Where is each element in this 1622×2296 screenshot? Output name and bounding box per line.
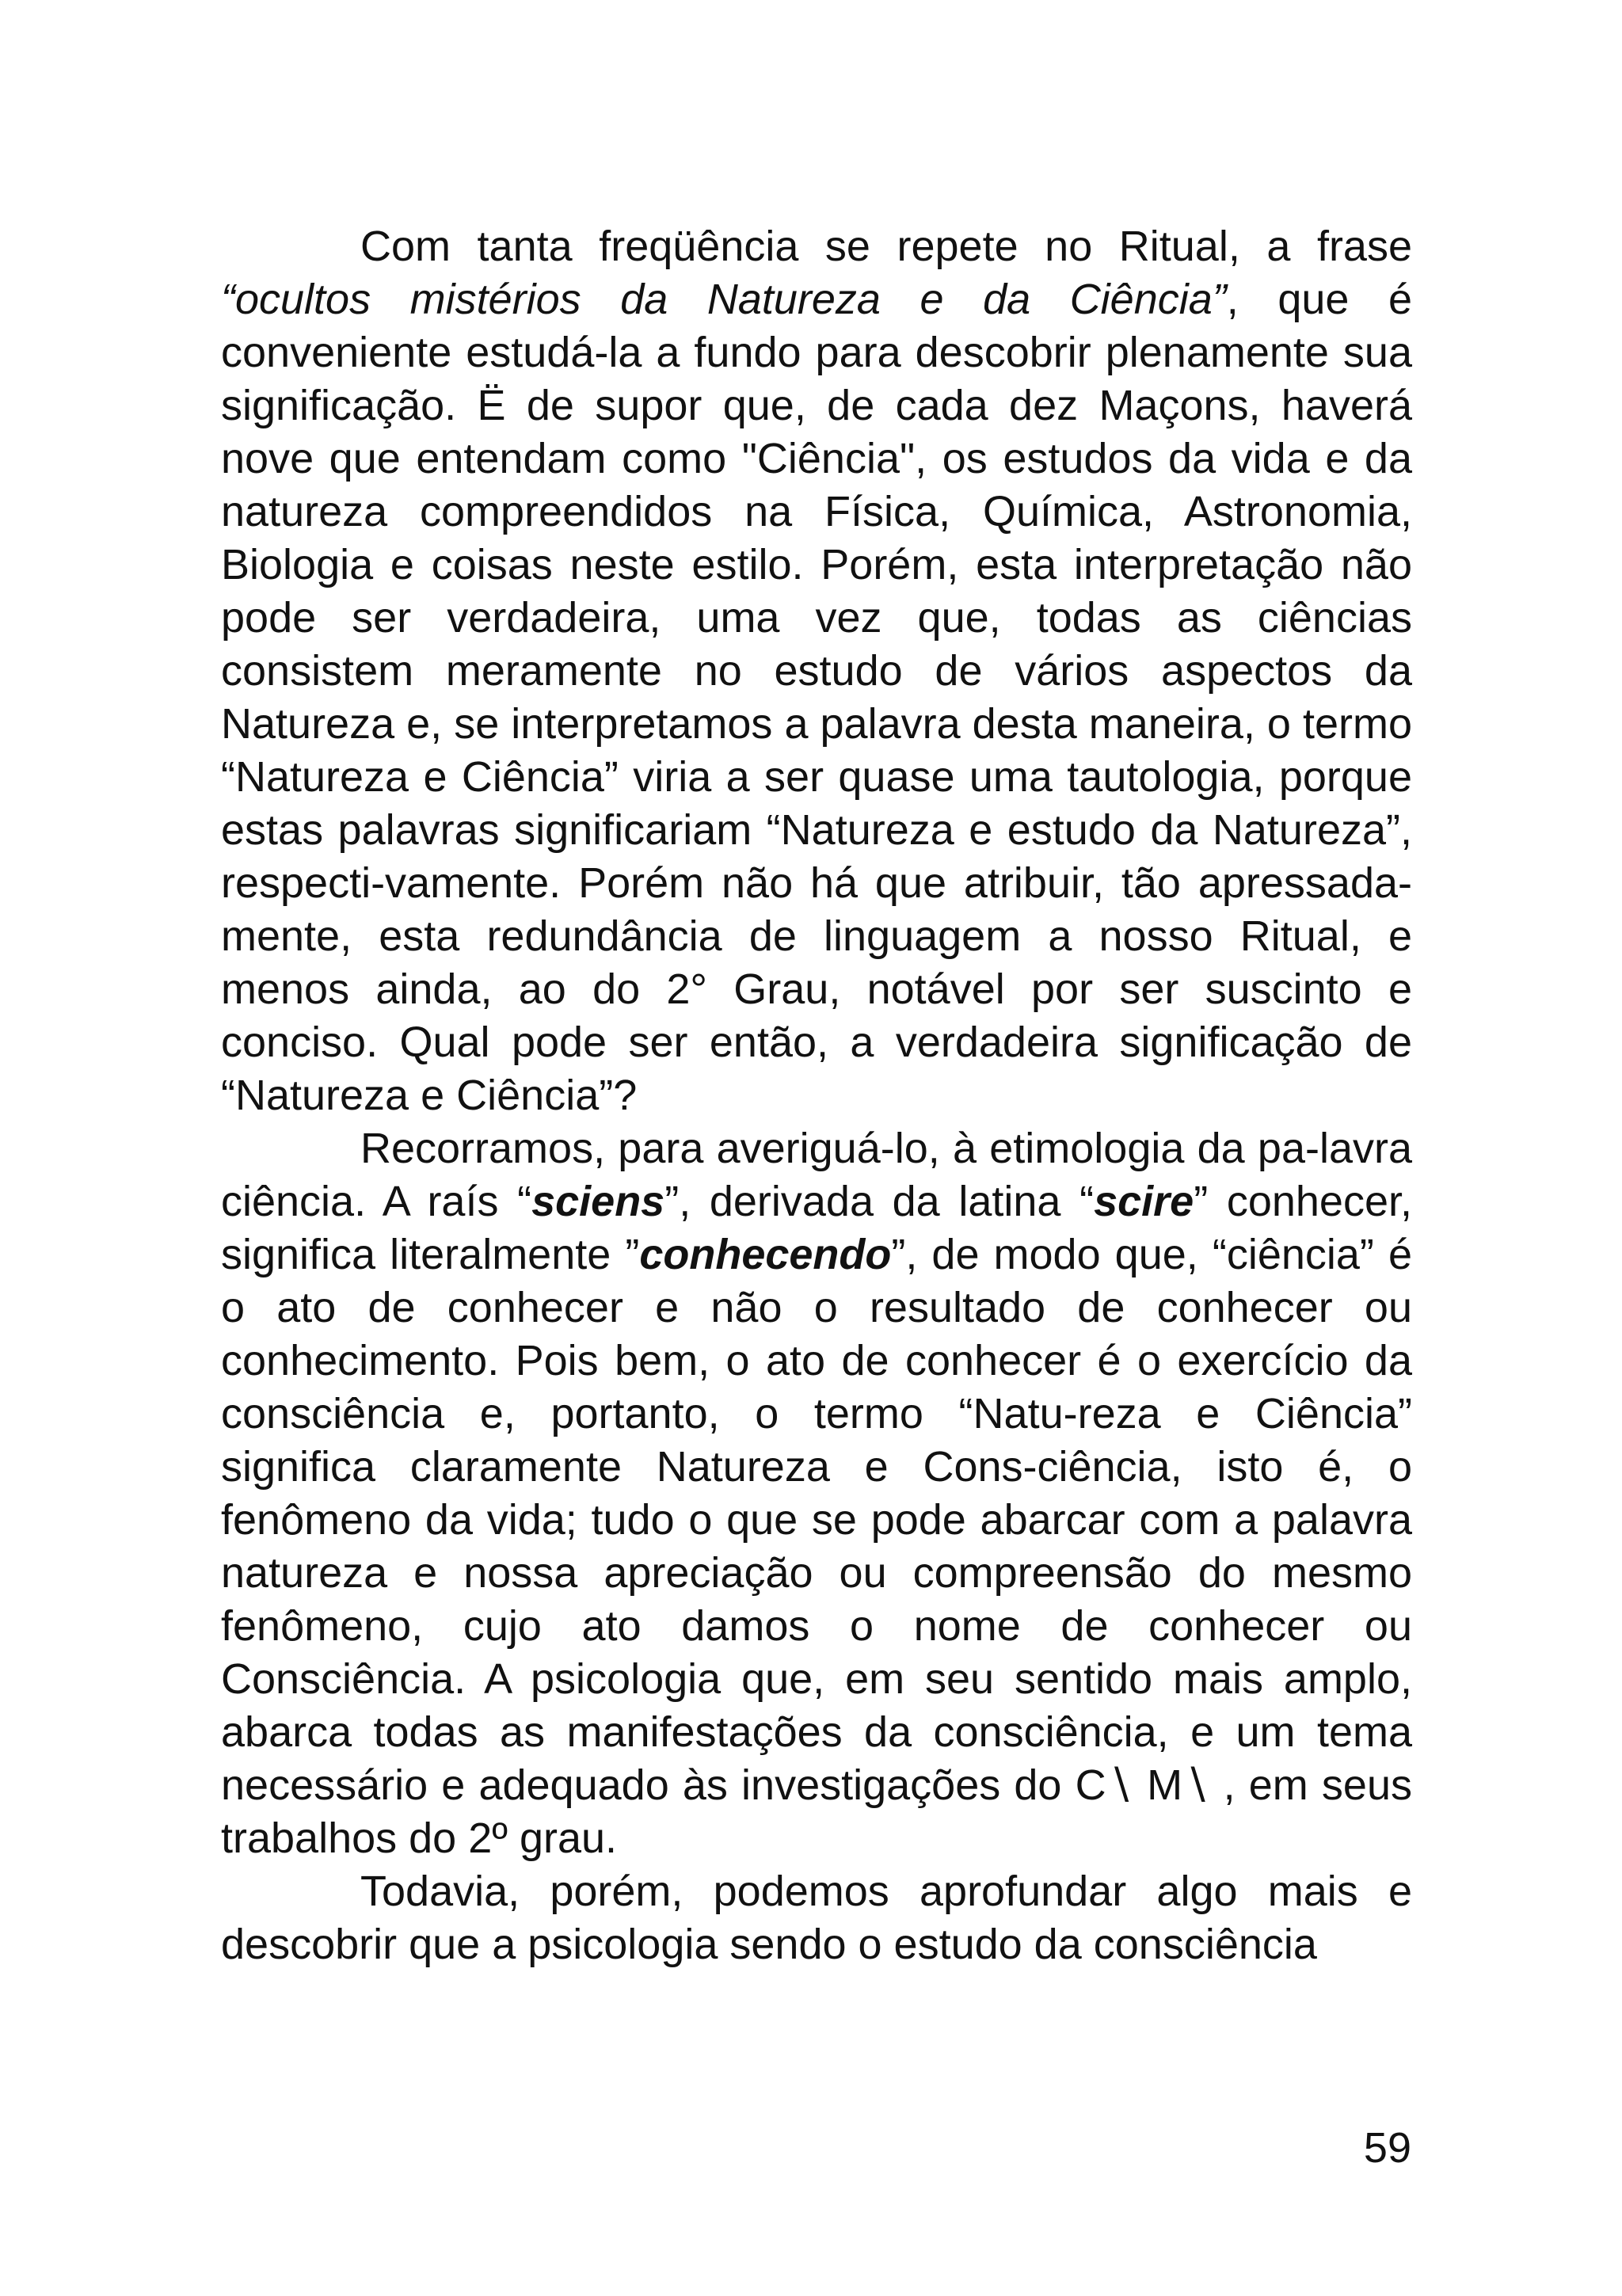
paragraph-2 xyxy=(221,1122,1412,1865)
paragraph-3-text-1: Todavia, porém, podemos aprofundar algo mais e descobrir que a psicologia sendo o estudo da consciência xyxy=(221,1868,1412,1968)
paragraph-2-text-1: Recorramos, para averiguá-lo, à etimologia da pa-lavra ciência. A raís “ xyxy=(221,1125,1412,1225)
emphasis-conhecendo: conhecendo xyxy=(639,1231,892,1278)
body-text xyxy=(221,220,1412,1971)
paragraph-2-text-3: ” conhecer, significa literalmente ” xyxy=(221,1178,1412,1278)
paragraph-3 xyxy=(221,1865,1412,1971)
paragraph-2-text-2: ”, derivada da latina “ xyxy=(664,1178,1095,1225)
paragraph-1-text-2: , que é conveniente estudá-la a fundo para descobrir plenamente sua significação. Ë de supor que, de cada dez Maçons, haverá nove que entendam como "Ciência", os estudos da vida e da natureza compreendidos na Física, Química, Astronomia, Biologia e coisas neste estilo. Porém, esta interpretação não pode ser verdadeira, uma vez que, todas as ciências consistem meramente no estudo de vários aspectos da Natureza e, se interpretamos a palavra desta maneira, o termo “Natureza e Ciência” viria a ser quase uma tautologia, porque estas palavras significariam “Natureza e estudo da Natureza”, respecti-vamente. Porém não há que atribuir, tão apressada-mente, esta redundância de linguagem a nosso Ritual, e menos ainda, ao do 2° Grau, notável por ser suscinto e conciso. Qual pode ser então, a verdadeira significação de “Natureza e Ciência”? xyxy=(221,276,1413,1119)
paragraph-2-text-4: ”, de modo que, “ciência” é o ato de conhecer e não o resultado de conhecer ou conhecimento. Pois bem, o ato de conhecer é o exercício da consciência e, portanto, o termo “Natu-reza e Ciência” significa claramente Natureza e Cons-ciência, isto é, o fenômeno da vida; tudo o que se pode abarcar com a palavra natureza e nossa apreciação ou compreensão do mesmo fenômeno, cujo ato damos o nome de conhecer ou Consciência. A psicologia que, em seu sentido mais amplo, abarca todas as manifestações da consciência, e um tema necessário e adequado às investigações do C∖ M∖ , em seus trabalhos do 2º grau. xyxy=(221,1231,1412,1862)
emphasis-scire: scire xyxy=(1094,1178,1194,1225)
emphasis-sciens: sciens xyxy=(531,1178,665,1225)
italic-phrase-ocultos-misterios: “ocultos mistérios da Natureza e da Ciência” xyxy=(221,276,1227,323)
page-number: 59 xyxy=(1363,2124,1411,2172)
paragraph-1 xyxy=(221,220,1412,1122)
paragraph-1-text-1: Com tanta freqüência se repete no Ritual, a frase xyxy=(360,223,1412,270)
